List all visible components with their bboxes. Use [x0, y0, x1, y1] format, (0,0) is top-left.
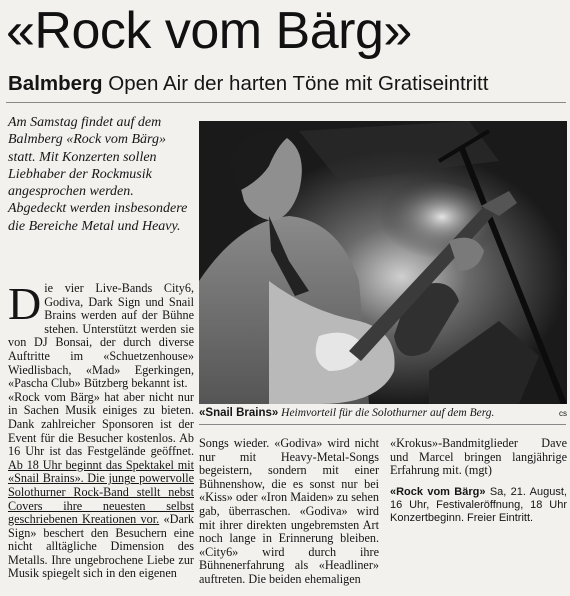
body-p2-start: «Rock vom Bärg» hat aber nicht nur in Sachen Musik einiges zu bieten. Dank zahlreicher Sponsoren ist der Event für die Besucher kostenlos. Ab 16 Uhr ist das Festgelände geöffnet. [8, 389, 194, 459]
caption-text: Heimvorteil für die Solothurner auf dem Berg. [281, 407, 495, 419]
body-column-2 [199, 437, 379, 587]
subhead-text: Open Air der harten Töne mit Gratiseintritt [108, 72, 489, 95]
top-rule [6, 102, 566, 103]
body-p2-continued-col3: «Krokus»-Bandmitglieder Dave und Marcel bringen langjährige Erfahrung mit. (mgt) [390, 436, 567, 478]
lead-paragraph [8, 114, 194, 235]
headline: «Rock vom Bärg» [6, 2, 412, 60]
body-column-1 [8, 278, 195, 581]
drop-cap: D [8, 278, 42, 329]
body-p2-underlined: Ab 18 Uhr beginnt das Spektakel mit «Snail Brains». Die junge powervolle Solothurner Rock-Band stellt nebst Covers ihre neuesten selbst geschriebenen Kreationen vor. [8, 457, 194, 527]
lead-text: Am Samstag findet auf dem Balmberg «Rock vom Bärg» statt. Mit Konzerten sollen Liebhaber der Rockmusik angesprochen werden. Abgedeckt werden insbesondere die Bereiche Metal und Heavy. [8, 115, 188, 234]
body-paragraph-1 [8, 278, 194, 391]
guitarist-image [199, 121, 567, 404]
body-paragraph-2 [8, 391, 194, 581]
caption-keyword: «Snail Brains» [199, 407, 279, 419]
body-p1-text: ie vier Live-Bands City6, Godiva, Dark Sign und Snail Brains werden auf der Bühne stehen. Unterstützt werden sie von DJ Bonsai, der durch diverse Auftritte im «Schuetzenhouse» Wiedlisbach, «Mad» Egerkingen, «Pascha Club» Bützberg bekannt ist. [8, 281, 194, 391]
body-p2-continued: «Dark Sign» beschert den Besuchern eine nicht alltägliche Dimension des Metalls. Ihre ungebrochene Liebe zur Musik spiegelt sich in den eigenen [8, 512, 195, 581]
subhead-keyword: Balmberg [8, 72, 103, 95]
photo-credit: cs [559, 409, 567, 418]
photo-caption [199, 406, 567, 420]
event-info [390, 486, 567, 525]
event-info-keyword: «Rock vom Bärg» [390, 485, 486, 498]
subhead [8, 70, 568, 98]
event-info-text: Sa, 21. August, 16 Uhr, Festivaleröffnung, 18 Uhr Konzertbeginn. Freier Eintritt. [390, 485, 567, 524]
caption-rule [199, 424, 566, 425]
body-column-3 [390, 437, 567, 525]
body-p2-continued-col2: Songs wieder. «Godiva» wird nicht nur mit Heavy-Metal-Songs begeistern, sondern mit einer Bühnenshow, die es sonst nur bei «Kiss» oder «Iron Maiden» zu sehen gab, überraschen. «Godiva» wird mit ihrer direkten ungebremsten Art noch lange in Erinnerung bleiben. «City6» wird durch ihre Bühnenerfahrung als «Headliner» auftreten. Die beiden ehemaligen [199, 436, 379, 586]
concert-photo [199, 121, 567, 404]
